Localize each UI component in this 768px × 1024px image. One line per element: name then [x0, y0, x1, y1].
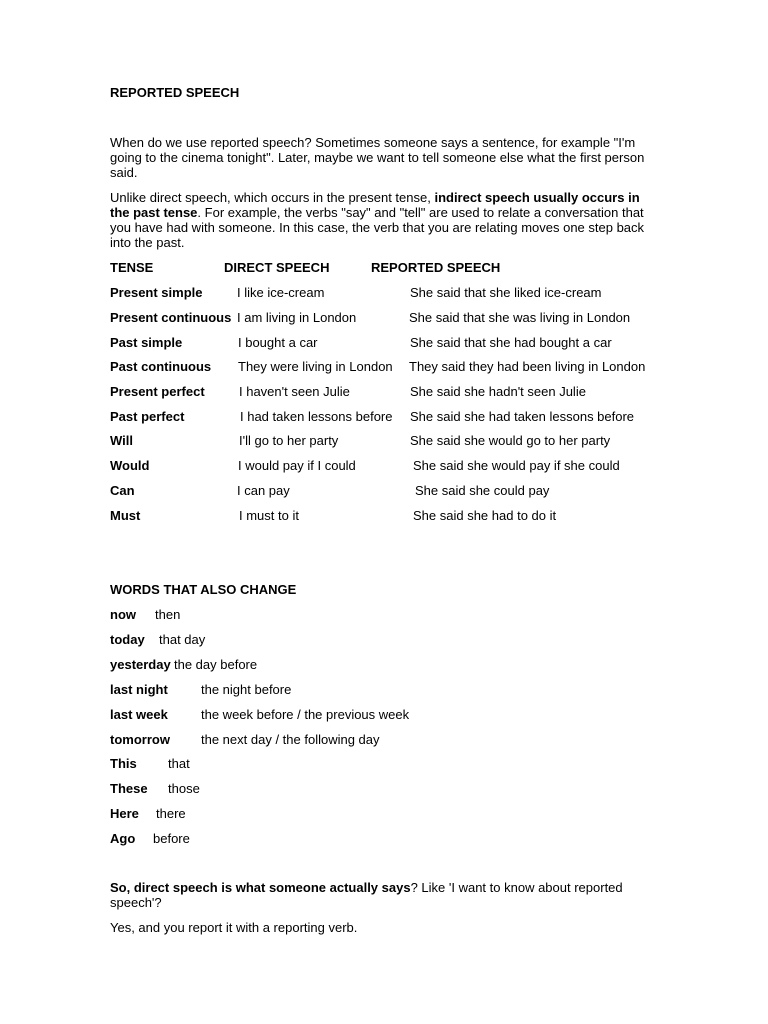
closing-last-line: Yes, and you report it with a reporting verb. [110, 920, 358, 935]
words-heading: WORDS THAT ALSO CHANGE [110, 582, 297, 597]
tense-label: Must [110, 508, 141, 523]
word: now [110, 607, 136, 622]
tense-label: Present simple [110, 285, 203, 300]
reported-example: She said that she was living in London [409, 310, 631, 325]
word-change: those [168, 781, 200, 796]
tense-label: Past continuous [110, 359, 212, 374]
reported-example: They said they had been living in London [409, 359, 646, 374]
tense-label: Would [110, 458, 150, 473]
direct-example: I would pay if I could [238, 458, 356, 473]
word-change: that day [159, 632, 206, 647]
direct-example: I had taken lessons before [240, 409, 393, 424]
word-change: there [156, 806, 186, 821]
reported-example: She said she hadn't seen Julie [410, 384, 586, 399]
tense-label: Can [110, 483, 135, 498]
word: today [110, 632, 145, 647]
intro-paragraph-2-emphasis: indirect speech usually occurs in the past tense [110, 190, 640, 220]
word-change: the day before [174, 657, 258, 672]
reported-example: She said she would go to her party [410, 433, 611, 448]
reported-example: She said she would pay if she could [413, 458, 620, 473]
direct-example: I bought a car [238, 335, 318, 350]
direct-example: I must to it [239, 508, 299, 523]
reported-example: She said she had to do it [413, 508, 557, 523]
reported-example: She said that she liked ice-cream [410, 285, 602, 300]
word: yesterday [110, 657, 171, 672]
tense-label: Past perfect [110, 409, 185, 424]
word: These [110, 781, 148, 796]
word-change: before [153, 831, 190, 846]
word-change: the next day / the following day [201, 732, 380, 747]
word: tomorrow [110, 732, 170, 747]
header-tense: TENSE [110, 260, 154, 275]
direct-example: I can pay [237, 483, 290, 498]
tense-label: Past simple [110, 335, 183, 350]
direct-example: I'll go to her party [239, 433, 339, 448]
reported-example: She said that she had bought a car [410, 335, 612, 350]
word: last night [110, 682, 168, 697]
closing-emphasis: So, direct speech is what someone actually says [110, 880, 411, 895]
intro-paragraph-2 [110, 190, 662, 250]
word-change: the night before [201, 682, 292, 697]
direct-example: I am living in London [237, 310, 357, 325]
word-change: that [168, 756, 190, 771]
word-change: then [155, 607, 181, 622]
header-reported-speech: REPORTED SPEECH [371, 260, 501, 275]
word: Ago [110, 831, 136, 846]
direct-example: They were living in London [238, 359, 393, 374]
direct-example: I like ice-cream [237, 285, 325, 300]
word-change: the week before / the previous week [201, 707, 410, 722]
closing-rest: ? Like 'I want to know about reported speech'? [110, 880, 623, 910]
reported-example: She said she could pay [415, 483, 550, 498]
word: This [110, 756, 137, 771]
intro-paragraph-2-end: . For example, the verbs "say" and "tell" are used to relate a conversation that you have had with someone. In this case, the verb that you are relating moves one step back into the past. [110, 205, 645, 250]
tense-label: Present perfect [110, 384, 205, 399]
tense-label: Will [110, 433, 133, 448]
intro-paragraph-2-start: Unlike direct speech, which occurs in the present tense, [110, 190, 435, 205]
word: last week [110, 707, 168, 722]
intro-paragraph-1: When do we use reported speech? Sometimes someone says a sentence, for example "I'm going to the cinema tonight". Later, maybe we want to tell someone else what the first person said. [110, 135, 645, 180]
word: Here [110, 806, 139, 821]
reported-example: She said she had taken lessons before [410, 409, 635, 424]
page-title: REPORTED SPEECH [110, 85, 240, 100]
closing-paragraph [110, 880, 662, 910]
header-direct-speech: DIRECT SPEECH [224, 260, 330, 275]
tense-label: Present continuous [110, 310, 232, 325]
direct-example: I haven't seen Julie [239, 384, 350, 399]
